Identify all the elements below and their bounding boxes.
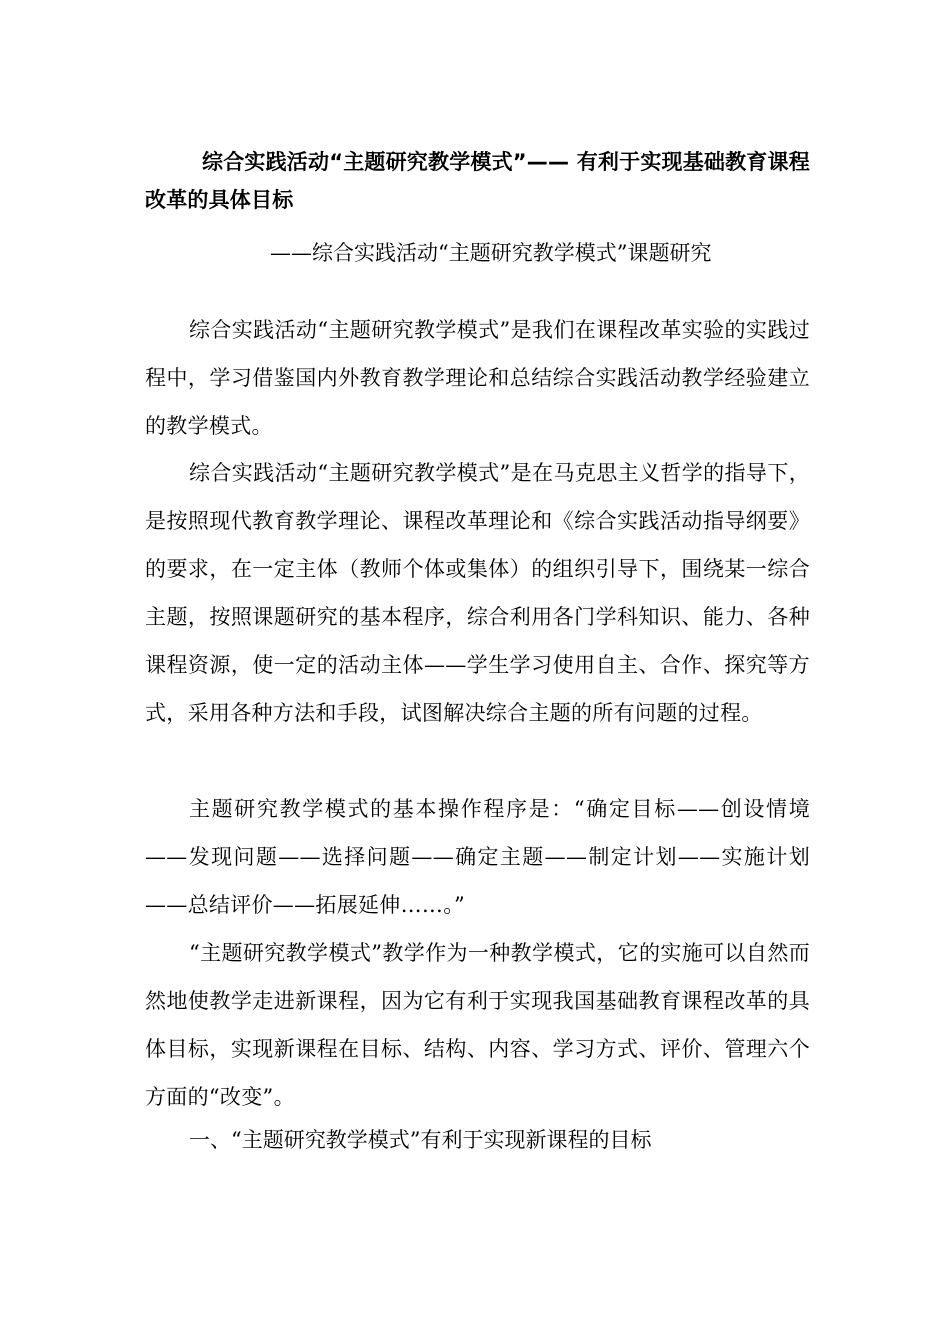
paragraph-3: 主题研究教学模式的基本操作程序是：“确定目标——创设情境——发现问题——选择问题——确定主题——制定计划——实施计划——总结评价——拓展延伸……。” xyxy=(145,797,810,917)
paragraph-4: “主题研究教学模式”教学作为一种教学模式，它的实施可以自然而然地使教学走进新课程，因为它有利于实现我国基础教育课程改革的具体目标，实现新课程在目标、结构、内容、学习方式、评价、管理六个方面的“改变”。 xyxy=(145,941,810,1109)
document-subtitle: ——综合实践活动“主题研究教学模式”课题研究 xyxy=(270,241,712,265)
document-title: 综合实践活动“主题研究教学模式”—— 有利于实现基础教育课程改革的具体目标 xyxy=(145,150,810,212)
paragraph-1: 综合实践活动“主题研究教学模式”是我们在课程改革实验的实践过程中，学习借鉴国内外教育教学理论和总结综合实践活动教学经验建立的教学模式。 xyxy=(145,318,810,438)
paragraph-2: 综合实践活动“主题研究教学模式”是在马克思主义哲学的指导下，是按照现代教育教学理论、课程改革理论和《综合实践活动指导纲要》的要求，在一定主体（教师个体或集体）的组织引导下，围绕某一综合主题，按照课题研究的基本程序，综合利用各门学科知识、能力、各种课程资源，使一定的活动主体——学生学习使用自主、合作、探究等方式，采用各种方法和手段，试图解决综合主题的所有问题的过程。 xyxy=(145,461,810,725)
section-heading-1: 一、“主题研究教学模式”有利于实现新课程的目标 xyxy=(189,1128,652,1152)
